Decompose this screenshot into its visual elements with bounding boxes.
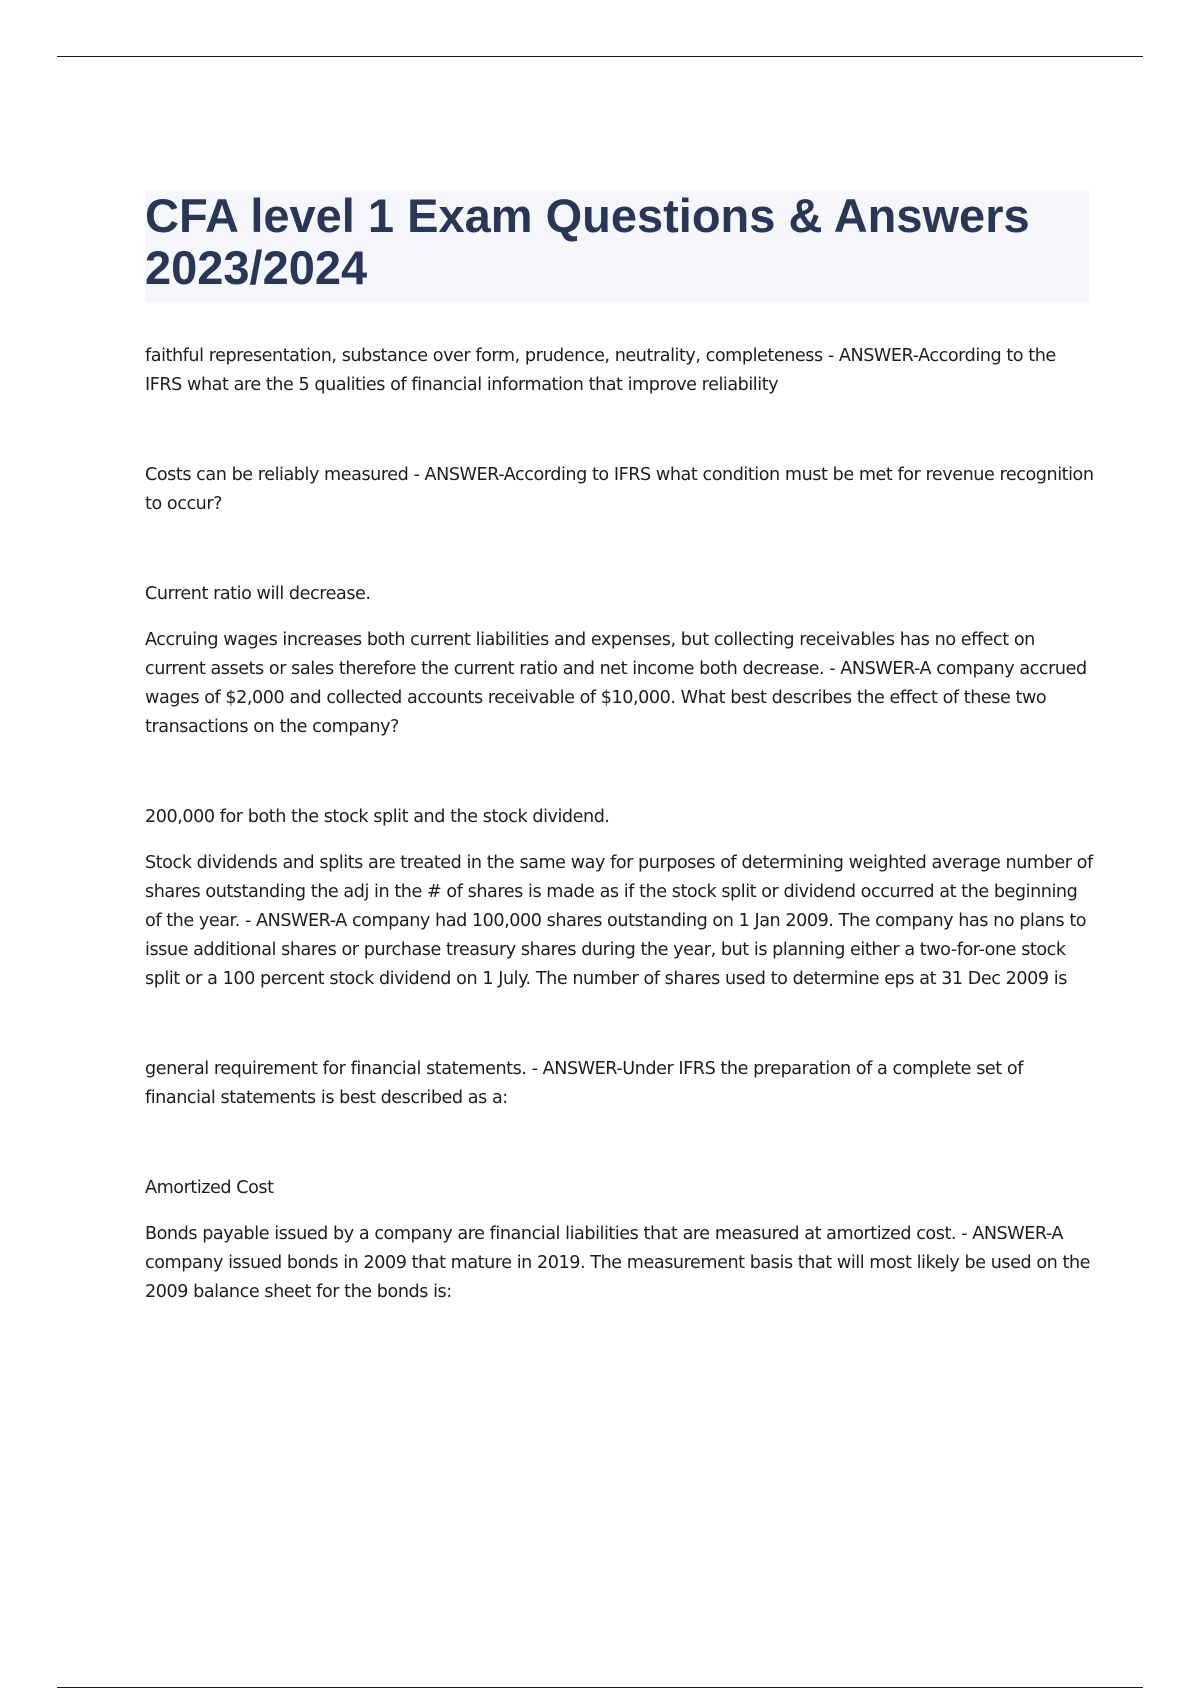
qa-entry [145, 803, 1095, 994]
qa-explanation: Stock dividends and splits are treated in the same way for purposes of determining weighted average number of shares outstanding the adj in the # of shares is made as if the stock split or dividend occurred at the beginning of the year. - ANSWER-A company had 100,000 shares outstanding on 1 Jan 2009. The company has no plans to issue additional shares or purchase treasury shares during the year, but is planning either a two-for-one stock split or a 100 percent stock dividend on 1 July. The number of shares used to determine eps at 31 Dec 2009 is [145, 853, 1093, 989]
document-title: CFA level 1 Exam Questions & Answers 2023/2024 [145, 189, 1030, 294]
qa-explanation: Bonds payable issued by a company are financial liabilities that are measured at amortized cost. - ANSWER-A company issued bonds in 2009 that mature in 2019. The measurement basis that will most likely be used on the 2009 balance sheet for the bonds is: [145, 1224, 1091, 1302]
qa-answer: Current ratio will decrease. [145, 584, 371, 604]
header-rule [57, 56, 1143, 57]
qa-entry [145, 342, 1095, 400]
qa-explanation: Accruing wages increases both current liabilities and expenses, but collecting receivables has no effect on current assets or sales therefore the current ratio and net income both decrease. - ANSWER-A company accrued wages of $2,000 and collected accounts receivable of $10,000. What best describes the effect of these two transactions on the company? [145, 630, 1087, 737]
qa-answer: 200,000 for both the stock split and the stock dividend. [145, 807, 610, 827]
qa-entry [145, 1055, 1095, 1113]
title-block [145, 190, 1089, 302]
qa-entry [145, 580, 1095, 742]
qa-text: faithful representation, substance over form, prudence, neutrality, completeness - ANSWER-According to the IFRS what are the 5 qualities of financial information that improve reliability [145, 346, 1056, 395]
qa-text: general requirement for financial statements. - ANSWER-Under IFRS the preparation of a complete set of financial statements is best described as a: [145, 1059, 1023, 1108]
footer-rule [57, 1687, 1143, 1688]
qa-list [145, 342, 1095, 1307]
qa-text: Costs can be reliably measured - ANSWER-According to IFRS what condition must be met for revenue recognition to occur? [145, 465, 1094, 514]
qa-entry [145, 1174, 1095, 1307]
qa-entry [145, 461, 1095, 519]
qa-answer: Amortized Cost [145, 1178, 274, 1198]
